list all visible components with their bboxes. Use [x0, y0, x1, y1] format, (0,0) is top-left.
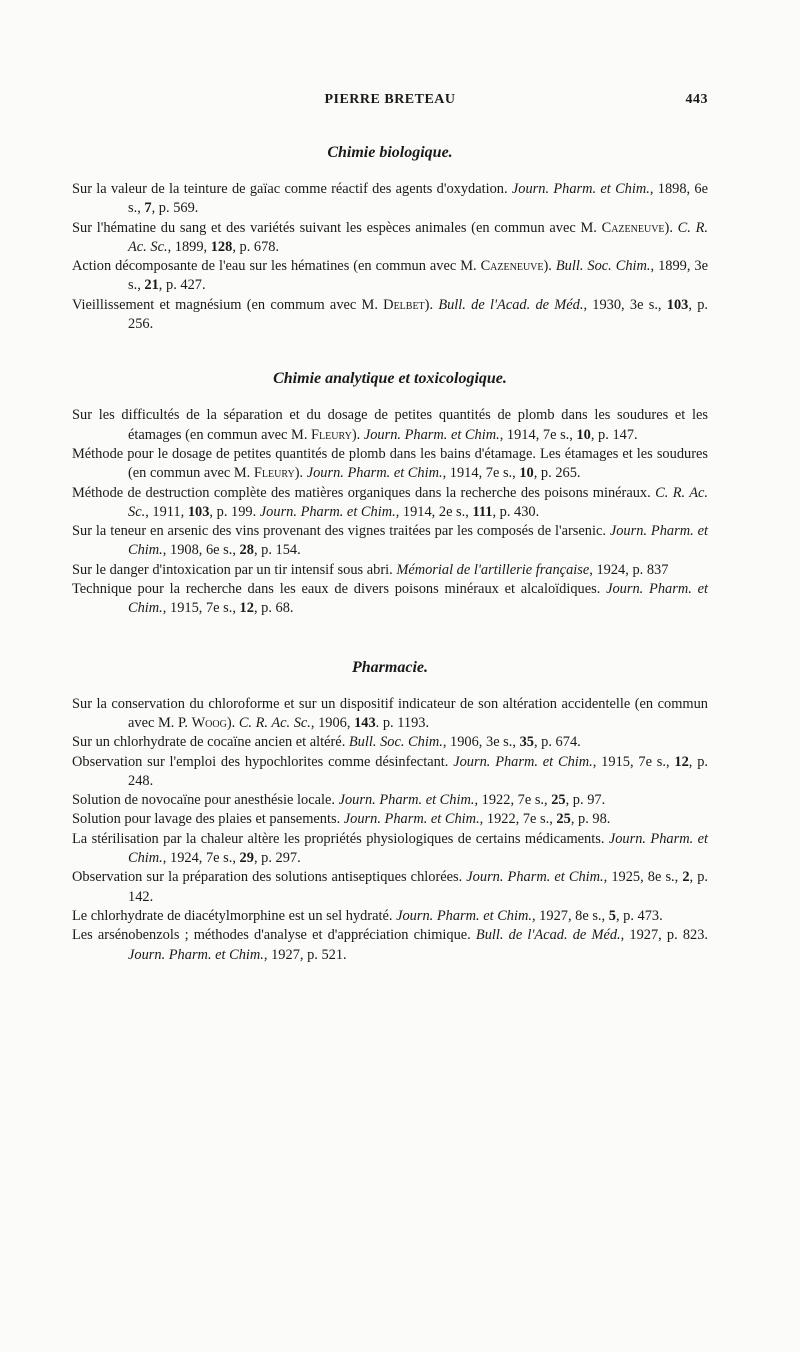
volume-number: 35: [519, 734, 534, 751]
citation-details: , 1908, 6e s.,: [162, 542, 240, 559]
coauthor-name: Fleury: [253, 465, 295, 482]
volume-number: 10: [576, 426, 591, 443]
journal-title: Bull. Soc. Chim.: [555, 258, 651, 275]
volume-number: 12: [239, 600, 254, 617]
journal-title: Journ. Pharm. et Chim.: [343, 811, 480, 828]
citation-details: , 1899,: [167, 238, 211, 255]
volume-number: 25: [551, 792, 566, 809]
entry-text: ).: [351, 426, 364, 443]
bibliography-entry: [72, 830, 708, 869]
citation-pages: , p. 674.: [533, 734, 581, 751]
bibliography-entry: [72, 180, 708, 219]
journal-title: Journ. Pharm. et Chim.: [396, 907, 532, 924]
journal-title: C. R. Ac. Sc.: [128, 484, 709, 520]
citation-details: , 1915, 7e s.,: [592, 753, 675, 770]
bibliography-entry: [72, 810, 708, 829]
volume-number: 111: [472, 503, 493, 520]
section-pharmacie: [72, 659, 708, 965]
entry-text: Action décomposante de l'eau sur les hématines (en commun avec M.: [72, 258, 481, 275]
citation-pages: , p. 142.: [128, 869, 708, 905]
citation-details: , 1914, 2e s.,: [395, 503, 473, 520]
coauthor-name: Cazeneuve: [480, 258, 544, 275]
citation-pages: , p. 256.: [128, 296, 708, 333]
volume-number: 143: [354, 714, 376, 731]
bibliography-entry: [72, 561, 708, 580]
entry-text: ).: [664, 219, 678, 236]
bibliography-entry: [72, 406, 708, 445]
section-chimie-biologique: [72, 144, 708, 334]
coauthor-name: Delbet: [383, 296, 425, 313]
section-chimie-analytique: [72, 370, 708, 618]
journal-title: Journ. Pharm. et Chim.: [128, 946, 264, 963]
entry-text: Solution de novocaïne pour anesthésie locale.: [72, 792, 339, 809]
citation-pages: , p. 199.: [209, 503, 260, 520]
bibliography-entry: [72, 868, 708, 907]
journal-title: Journ. Pharm. et Chim.: [128, 830, 708, 867]
entry-text: Sur les difficultés de la séparation et du dosage de petites quantités de plomb dans les soudures et les étamages (en commun avec M.: [72, 407, 708, 443]
bibliography-entry: [72, 733, 708, 752]
citation-details: , 1922, 7e s.,: [474, 792, 552, 809]
citation-pages: , p. 678.: [232, 238, 280, 255]
journal-title: Journ. Pharm. et Chim.: [511, 181, 650, 197]
bibliography-list: [72, 406, 708, 618]
volume-number: 7: [144, 200, 152, 217]
citation-pages: , p. 154.: [253, 542, 301, 559]
entry-text: Sur le danger d'intoxication par un tir intensif sous abri.: [72, 561, 397, 578]
volume-number: 103: [187, 503, 210, 520]
entry-text: Vieillissement et magnésium (en commum avec M.: [72, 296, 384, 313]
citation-pages: , p. 98.: [570, 811, 611, 828]
citation-pages: , p. 430.: [492, 503, 540, 520]
bibliography-list: [72, 180, 708, 334]
journal-title: Mémorial de l'artillerie française: [396, 561, 590, 578]
citation-details: , 1927, 8e s.,: [531, 907, 609, 924]
coauthor-name: Fleury: [311, 426, 352, 443]
volume-number: 29: [239, 850, 254, 867]
section-title: Chimie analytique et toxicologique.: [273, 370, 507, 388]
entry-text: Méthode pour le dosage de petites quantités de plomb dans les bains d'étamage. Les étamages et les soudures (en commun avec M.: [72, 445, 708, 482]
citation-pages: , p. 427.: [158, 277, 206, 294]
bibliography-entry: [72, 296, 708, 335]
volume-number: 2: [682, 869, 690, 886]
volume-number: 12: [674, 753, 689, 770]
citation-details: , 1930, 3e s.,: [583, 296, 667, 313]
bibliography-entry: [72, 580, 708, 619]
entry-text: Solution pour lavage des plaies et pansements.: [72, 811, 344, 828]
citation-details: , 1925, 8e s.,: [603, 869, 683, 886]
citation-pages: , p. 147.: [590, 426, 638, 443]
bibliography-entry: [72, 219, 708, 258]
volume-number: 21: [144, 277, 159, 294]
citation-pages: , p. 265.: [533, 465, 581, 482]
citation-details: , 1924, 7e s.,: [162, 850, 240, 867]
citation-details: , 1914, 7e s.,: [499, 426, 577, 443]
document-page: [72, 92, 708, 965]
bibliography-entry: [72, 695, 708, 734]
citation-pages: , p. 248.: [128, 753, 708, 789]
entry-text: Méthode de destruction complète des matières organiques dans la recherche des poisons minéraux.: [72, 484, 656, 501]
volume-number: 103: [666, 296, 689, 313]
citation-details: , 1927, p. 823.: [620, 927, 709, 944]
citation-pages: , p. 68.: [253, 600, 294, 617]
bibliography-entry: [72, 907, 708, 926]
volume-number: 28: [239, 542, 254, 559]
volume-number: 25: [556, 811, 571, 828]
entry-text: Sur la teneur en arsenic des vins provenant des vignes traitées par les composés de l'arsenic.: [72, 523, 610, 540]
journal-title: Journ. Pharm. et Chim.: [453, 753, 593, 770]
journal-title: C. R. Ac. Sc.: [238, 714, 311, 731]
citation-pages: . p. 1193.: [375, 714, 430, 731]
coauthor-name: Cazeneuve: [601, 219, 665, 236]
running-head-title: PIERRE BRETEAU: [324, 92, 456, 107]
journal-title: Journ. Pharm. et Chim.: [306, 465, 443, 482]
citation-details: , 1906, 3e s.,: [442, 734, 520, 751]
entry-text: Sur la conservation du chloroforme et sur un dispositif indicateur de son altération accidentelle (en commun avec M. P.: [72, 695, 708, 731]
running-head: [72, 92, 708, 112]
volume-number: 128: [210, 238, 233, 255]
volume-number: 10: [519, 465, 534, 482]
citation-pages: , p. 569.: [151, 200, 199, 217]
bibliography-entry: [72, 484, 708, 523]
entry-text: Sur l'hématine du sang et des variétés suivant les espèces animales (en commun avec M.: [72, 219, 602, 236]
entry-text: Observation sur l'emploi des hypochlorites comme désinfectant.: [72, 753, 454, 770]
entry-text: Le chlorhydrate de diacétylmorphine est un sel hydraté.: [72, 907, 397, 924]
citation-details: , 1911,: [145, 503, 188, 520]
journal-title: Bull. Soc. Chim.: [348, 734, 443, 751]
journal-title: C. R. Ac. Sc.: [128, 219, 708, 255]
citation-details: , 1922, 7e s.,: [479, 811, 557, 828]
entry-text: Sur un chlorhydrate de cocaïne ancien et altéré.: [72, 734, 349, 751]
entry-text: La stérilisation par la chaleur altère les propriétés physiologiques de certains médicaments.: [72, 830, 609, 847]
section-title: Pharmacie.: [352, 658, 428, 676]
citation-details: , 1914, 7e s.,: [442, 465, 520, 482]
section-title: Chimie biologique.: [327, 144, 453, 161]
citation-details: , 1898, 6e s.,: [128, 181, 708, 217]
journal-title: Journ. Pharm. et Chim.: [259, 503, 396, 520]
bibliography-entry: [72, 926, 708, 965]
citation-pages: , p. 297.: [253, 850, 301, 867]
bibliography-entry: [72, 791, 708, 810]
entry-text: ).: [226, 714, 239, 731]
entry-text: Sur la valeur de la teinture de gaïac comme réactif des agents d'oxydation.: [72, 181, 512, 197]
citation-pages: , p. 473.: [615, 907, 663, 924]
journal-title: Journ. Pharm. et Chim.: [128, 581, 708, 617]
entry-text: Observation sur la préparation des solutions antiseptiques chlorées.: [72, 869, 467, 886]
entry-text: Les arsénobenzols ; méthodes d'analyse et d'appréciation chimique.: [72, 927, 476, 944]
entry-text: ).: [543, 258, 556, 275]
bibliography-entry: [72, 522, 708, 561]
bibliography-entry: [72, 445, 708, 484]
bibliography-entry: [72, 753, 708, 792]
journal-title: Journ. Pharm. et Chim.: [128, 523, 708, 559]
journal-title: Journ. Pharm. et Chim.: [466, 869, 604, 886]
journal-title: Bull. de l'Acad. de Méd.: [438, 296, 584, 313]
citation-details: , 1924, p. 837: [589, 561, 669, 578]
page-number: 443: [685, 92, 708, 107]
entry-text: ).: [294, 465, 307, 482]
citation-pages: , p. 97.: [565, 792, 606, 809]
citation-details: , 1899, 3e s.,: [128, 258, 708, 294]
citation-details: , 1915, 7e s.,: [162, 600, 240, 617]
bibliography-list: [72, 695, 708, 965]
journal-title: Journ. Pharm. et Chim.: [338, 792, 475, 809]
entry-text: Technique pour la recherche dans les eaux de divers poisons minéraux et alcaloïdiques.: [72, 581, 607, 598]
volume-number: 5: [608, 907, 616, 924]
citation-details: , 1906,: [310, 714, 355, 731]
bibliography-entry: [72, 257, 708, 296]
citation-details: , 1927, p. 521.: [263, 946, 347, 963]
coauthor-name: Woog: [191, 714, 227, 731]
entry-text: ).: [424, 296, 439, 313]
journal-title: Bull. de l'Acad. de Méd.: [475, 927, 621, 944]
journal-title: Journ. Pharm. et Chim.: [363, 426, 500, 443]
